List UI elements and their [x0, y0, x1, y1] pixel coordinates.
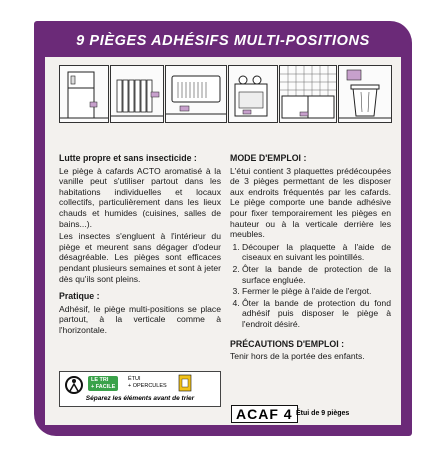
- yellow-bin-icon: [178, 374, 192, 392]
- item-etui: ÉTUI: [128, 376, 141, 382]
- section-heading: MODE D'EMPLOI :: [230, 153, 307, 163]
- heater-icon: [165, 65, 227, 123]
- trash-bin-icon: [338, 65, 392, 123]
- item-opercules: + OPERCULES: [128, 382, 167, 389]
- left-column: [59, 153, 221, 338]
- section-heading: PRÉCAUTIONS D'EMPLOI :: [230, 338, 345, 349]
- product-title: 9 PIÈGES ADHÉSIFS MULTI-POSITIONS: [76, 33, 370, 49]
- product-code: ACAF 4: [231, 405, 298, 423]
- step-item: 4. Ôter la bande de protection du fond adhésif puis disposer le piège à l'endroit désiré.: [242, 298, 391, 330]
- description-text: Les insectes s'engluent à l'intérieur du piège et meurent sans dégager d'odeur désagréable. Les pièges sont efficaces pendant plusieurs semaines et sont à jeter dès qu'ils sont pleins.: [59, 231, 221, 284]
- description-text: Le piège à cafards ACTO aromatisé à la vanille peut s'utiliser partout dans les habitations individuelles et locaux collectifs, particulièrement dans les lieux chauds et humides (cuisines, salles de bains...).: [59, 165, 221, 229]
- precaution-text: Tenir hors de la portée des enfants.: [230, 351, 365, 362]
- tri-badge: [88, 376, 118, 391]
- step-item: 3. Fermer le piège à l'aide de l'ergot.: [242, 286, 391, 297]
- radiator-icon: [110, 65, 164, 123]
- step-item: 1. Découper la plaquette à l'aide de ciseaux en suivant les pointillés.: [242, 242, 391, 263]
- recycle-person-icon: [64, 375, 84, 395]
- section-heading: Pratique :: [59, 291, 100, 302]
- instructions-text: L'étui contient 3 plaquettes prédécoupées de 3 pièges permettant de les disposer aux endroits fréquentés par les cafards. Le piège comporte une bande adhésive pour fixer temporairement les pièges en hauteur ou à la verticale derrière les meubles.: [230, 165, 391, 240]
- recycle-footer: Séparez les éléments avant de trier: [85, 395, 195, 402]
- steps-list: [230, 242, 391, 330]
- tiled-kitchen-icon: [279, 65, 337, 123]
- recycling-info-box: [59, 371, 221, 407]
- description-text: Adhésif, le piège multi-positions se place partout, à la verticale comme à l'horizontale.: [59, 303, 221, 335]
- recycle-items: [128, 376, 167, 389]
- product-code-subtitle: Étui de 9 pièges: [296, 410, 350, 417]
- fridge-icon: [59, 65, 109, 123]
- step-item: 2. Ôter la bande de protection de la surface engluée.: [242, 264, 391, 285]
- stove-icon: [228, 65, 278, 123]
- tri-label-2: + FACILE: [91, 383, 116, 390]
- right-column: [230, 153, 391, 364]
- section-heading: Lutte propre et sans insecticide :: [59, 153, 197, 163]
- tri-label-1: LE TRI: [91, 377, 109, 383]
